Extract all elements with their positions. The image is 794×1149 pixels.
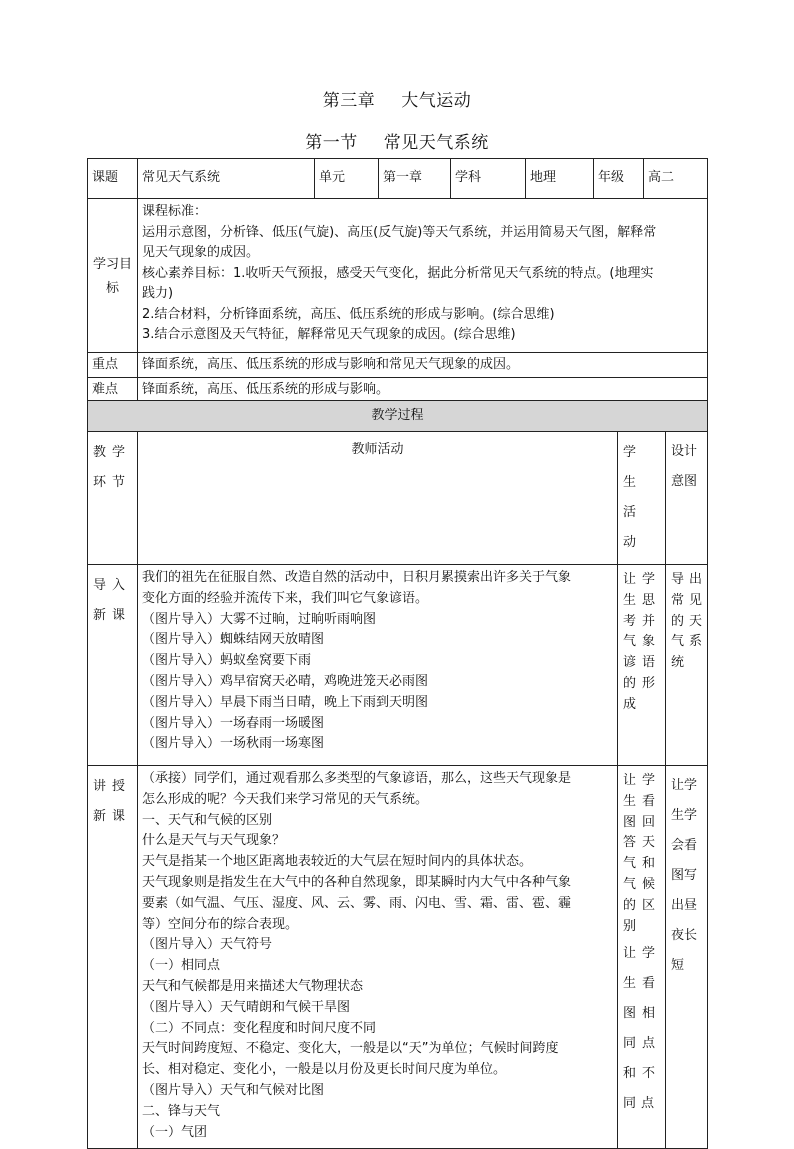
intro-line: （图片导入）蚂蚁垒窝要下雨 (142, 653, 312, 669)
col-student-header: 学生活动 (618, 432, 666, 565)
section-number: 第一节 (305, 133, 358, 153)
intro-line: （图片导入）蜘蛛结网天放晴图 (142, 632, 325, 648)
lecture-line: 天气是指某一个地区距离地表较近的大气层在短时间内的具体状态。 (142, 854, 533, 870)
col-design-header: 设计意图 (666, 432, 708, 565)
objectives-content (138, 199, 708, 353)
intro-line: （图片导入）早晨下雨当日晴，晚上下雨到天明图 (142, 694, 429, 710)
topic-label: 课题 (88, 159, 138, 199)
objectives-label: 学习目标 (88, 199, 138, 353)
key-point-value: 锋面系统，高压、低压系统的形成与影响和常见天气现象的成因。 (138, 353, 708, 378)
topic-value: 常见天气系统 (138, 159, 315, 199)
lecture-phase: 讲授新课 (88, 766, 138, 1149)
difficult-point-row (88, 378, 708, 403)
lecture-line: 天气和气候都是用来描述大气物理状态 (142, 978, 364, 994)
lecture-student-activity (618, 766, 666, 1149)
lecture-line: （图片导入）天气符号 (142, 937, 273, 953)
lecture-line: 二、锋与天气 (142, 1103, 221, 1119)
unit-value: 第一章 (379, 159, 451, 199)
objectives-line: 见天气现象的成因。 (142, 245, 260, 260)
difficult-point-value: 锋面系统，高压、低压系统的形成与影响。 (138, 378, 708, 403)
intro-line: 我们的祖先在征服自然、改造自然的活动中，日积月累摸索出许多关于气象 (142, 570, 572, 585)
subject-value: 地理 (526, 159, 594, 199)
section-title: 常见天气系统 (383, 133, 489, 153)
info-header-row (88, 159, 708, 199)
objectives-row (88, 199, 708, 353)
key-point-label: 重点 (88, 353, 138, 378)
intro-teacher-activity (138, 565, 618, 766)
lecture-line: 一、天气和气候的区别 (142, 812, 273, 828)
lecture-line: 天气现象则是指发生在大气中的各种自然现象，即某瞬时内大气中各种气象 (142, 874, 572, 890)
objectives-line: 核心素养目标：1.收听天气预报，感受天气变化，据此分析常见天气系统的特点。(地理实 (142, 265, 654, 281)
lecture-line: 怎么形成的呢？今天我们来学习常见的天气系统。 (142, 791, 429, 807)
objectives-line: 3.结合示意图及天气特征，解释常见天气现象的成因。(综合思维) (142, 327, 516, 342)
unit-label: 单元 (315, 159, 379, 199)
section-heading (0, 128, 794, 153)
intro-line: （图片导入）鸡早宿窝天必晴，鸡晚进笼天必雨图 (142, 673, 429, 689)
objectives-line: 践力) (142, 286, 174, 301)
objectives-line: 运用示意图，分析锋、低压(气旋)、高压(反气旋)等天气系统，并运用简易天气图，解释常 (142, 224, 657, 240)
lesson-info-table (87, 158, 708, 403)
lecture-teacher-activity (138, 766, 618, 1149)
subject-label: 学科 (451, 159, 526, 199)
process-header-row (88, 432, 708, 565)
intro-student-activity: 让学生思考并气象谚语的形成 (618, 565, 666, 766)
lecture-line: （承接）同学们，通过观看那么多类型的气象谚语，那么，这些天气现象是 (142, 771, 572, 786)
lecture-line: 等）空间分布的综合表现。 (142, 916, 299, 932)
lecture-line: 长、相对稳定、变化小，一般是以月份及更长时间尺度为单位。 (142, 1062, 507, 1078)
lecture-line: （一）气团 (142, 1124, 208, 1140)
lecture-student-activity-1: 让学生看图回答天气和气候的区别 (623, 773, 660, 934)
lecture-design-intent: 让学生学会看图写出昼夜长短 (666, 766, 708, 1149)
lecture-row (88, 766, 708, 1149)
process-banner: 教学过程 (88, 401, 708, 432)
intro-phase: 导入新课 (88, 565, 138, 766)
chapter-heading (0, 86, 794, 111)
lecture-student-activity-2: 让学生看图相同点和不同点 (623, 946, 660, 1112)
teaching-process-table (87, 400, 708, 1149)
chapter-title: 大气运动 (401, 91, 472, 111)
lecture-line: （一）相同点 (142, 958, 221, 974)
objectives-line: 课程标准： (142, 204, 208, 219)
intro-row (88, 565, 708, 766)
lecture-line: 天气时间跨度短、不稳定、变化大，一般是以“天”为单位；气候时间跨度 (142, 1041, 559, 1057)
intro-line: 变化方面的经验并流传下来，我们叫它气象谚语。 (142, 590, 429, 606)
col-teacher-header: 教师活动 (138, 432, 618, 565)
difficult-point-label: 难点 (88, 378, 138, 403)
lecture-line: 什么是天气与天气现象？ (142, 833, 286, 849)
intro-design-intent: 导出常见的天气系统 (666, 565, 708, 766)
lecture-line: （图片导入）天气和气候对比图 (142, 1082, 325, 1098)
key-point-row (88, 353, 708, 378)
intro-line: （图片导入）大雾不过晌，过晌听雨响图 (142, 611, 377, 627)
intro-line: （图片导入）一场秋雨一场寒图 (142, 736, 325, 752)
lecture-line: （图片导入）天气晴朗和气候干旱图 (142, 999, 351, 1015)
grade-label: 年级 (594, 159, 644, 199)
chapter-number: 第三章 (322, 91, 376, 111)
intro-line: （图片导入）一场春雨一场暖图 (142, 715, 325, 731)
grade-value: 高二 (644, 159, 708, 199)
lecture-line: 要素（如气温、气压、湿度、风、云、雾、雨、闪电、雪、霜、雷、雹、霾 (142, 895, 572, 911)
process-banner-row (88, 401, 708, 432)
objectives-line: 2.结合材料，分析锋面系统，高压、低压系统的形成与影响。(综合思维) (142, 306, 555, 322)
lecture-line: （二）不同点：变化程度和时间尺度不同 (142, 1020, 377, 1036)
col-phase-header: 教学环节 (88, 432, 138, 565)
